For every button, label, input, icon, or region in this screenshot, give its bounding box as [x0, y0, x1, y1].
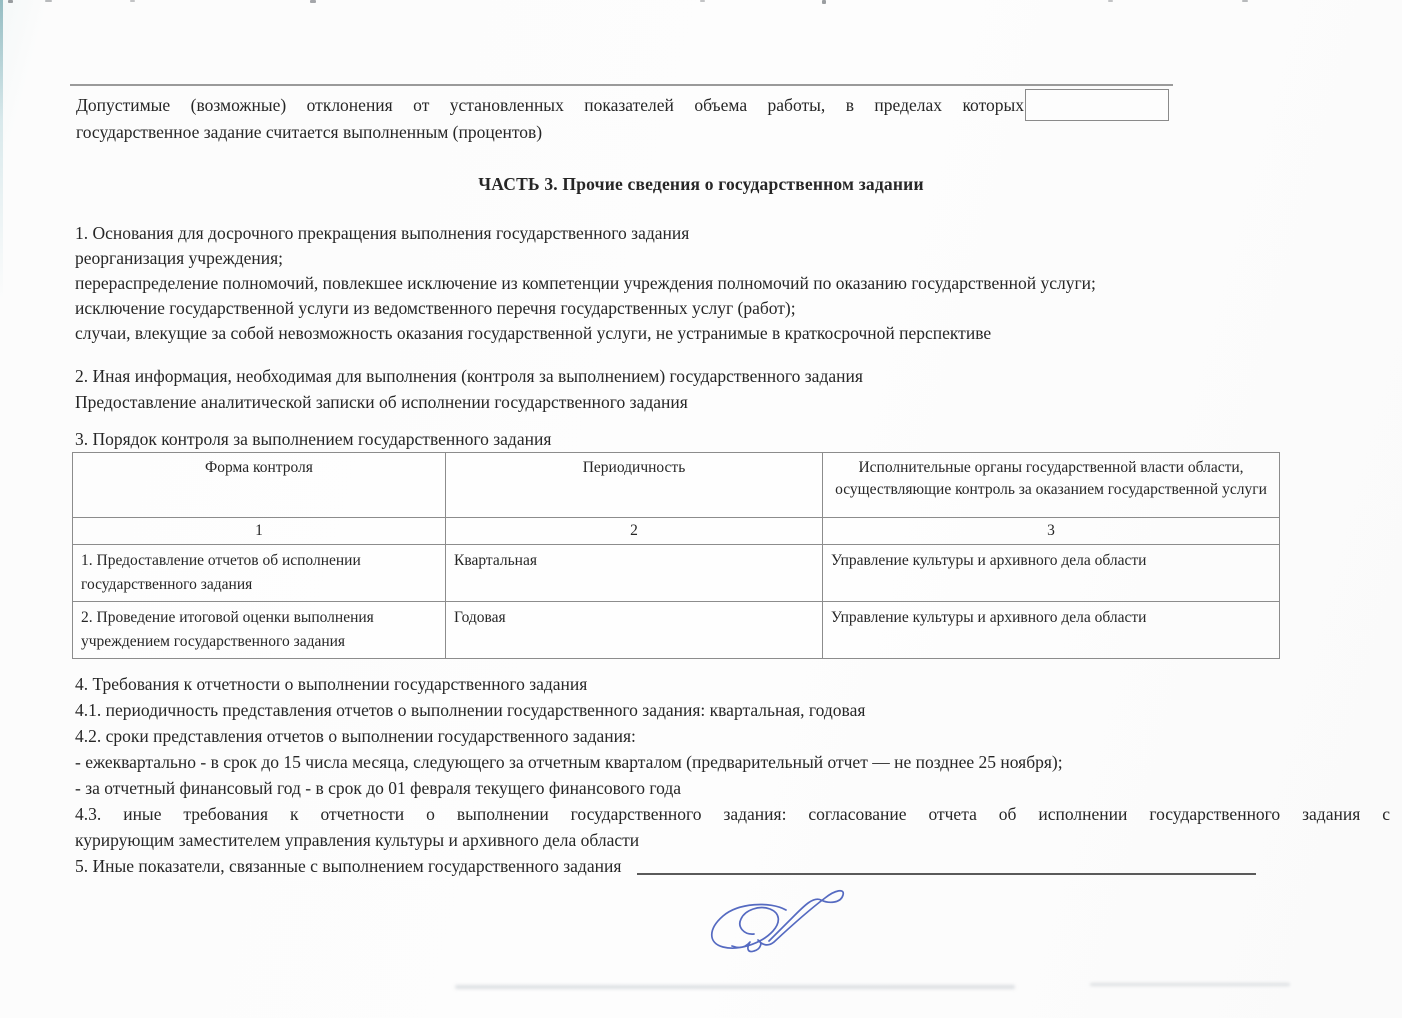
- table-column-number-row: [73, 518, 1280, 545]
- blank-line: [637, 873, 1256, 875]
- column-number: 1: [73, 518, 446, 545]
- table-header-authority: Исполнительные органы государственной власти области, осуществляющие контроль за оказанием государственной услуги: [823, 453, 1280, 518]
- section-3-title: 3. Порядок контроля за выполнением государственного задания: [75, 429, 552, 449]
- deviation-note-line1: Допустимые (возможные) отклонения от установленных показателей объема работы, в пределах которых: [76, 95, 1024, 115]
- table-cell-form: 1. Предоставление отчетов об исполнении государственного задания: [73, 545, 446, 602]
- table-cell-periodicity: Квартальная: [446, 545, 823, 602]
- scan-speck: [45, 0, 52, 2]
- section-1-item: случаи, влекущие за собой невозможность оказания государственной услуги, не устранимые в краткосрочной перспективе: [75, 323, 992, 343]
- scan-speck: [130, 0, 135, 2]
- part3-heading: ЧАСТЬ 3. Прочие сведения о государственном задании: [478, 174, 924, 194]
- horizontal-rule: [70, 84, 1173, 86]
- control-table: [72, 452, 1280, 659]
- section-4: [75, 671, 1390, 879]
- deviation-value-box: [1025, 89, 1169, 121]
- section-1-item: исключение государственной услуги из ведомственного перечня государственных услуг (работ);: [75, 298, 796, 318]
- table-header-form: Форма контроля: [73, 453, 446, 518]
- scan-speck: [822, 0, 826, 4]
- table-cell-authority: Управление культуры и архивного дела области: [823, 602, 1280, 659]
- section-4-item: 4.3. иные требования к отчетности о выполнении государственного задания: согласование отчета об исполнении государственного задания с: [75, 804, 1390, 824]
- scan-speck: [8, 0, 13, 3]
- section-4-item: курирующим заместителем управления культуры и архивного дела области: [75, 830, 640, 850]
- section-4-item: - ежеквартально - в срок до 15 числа месяца, следующего за отчетным кварталом (предварительный отчет — не позднее 25 ноября);: [75, 752, 1063, 772]
- scan-edge-artifact-left: [0, 0, 3, 300]
- section-2-title: 2. Иная информация, необходимая для выполнения (контроля за выполнением) государственного задания: [75, 366, 863, 386]
- section-5-title: 5. Иные показатели, связанные с выполнением государственного задания: [75, 856, 622, 876]
- section-2-item: Предоставление аналитической записки об исполнении государственного задания: [75, 391, 688, 412]
- section-1: [75, 221, 1096, 346]
- deviation-note-line2: государственное задание считается выполненным (процентов): [76, 122, 543, 142]
- table-header-periodicity: Периодичность: [446, 453, 823, 518]
- table-cell-authority: Управление культуры и архивного дела области: [823, 545, 1280, 602]
- scan-speck: [700, 0, 705, 2]
- section-1-item: реорганизация учреждения;: [75, 248, 284, 268]
- signature-stroke: [712, 891, 844, 952]
- table-cell-periodicity: Годовая: [446, 602, 823, 659]
- section-1-item: перераспределение полномочий, повлекшее исключение из компетенции учреждения полномочий по оказанию государственной услуги;: [75, 273, 1096, 293]
- section-4-title: 4. Требования к отчетности о выполнении государственного задания: [75, 674, 588, 694]
- scan-speck: [1242, 0, 1248, 2]
- column-number: 2: [446, 518, 823, 545]
- section-2: [75, 364, 863, 415]
- scan-smudge: [455, 985, 1015, 989]
- table-row: [73, 545, 1280, 602]
- section-5: [75, 853, 1256, 879]
- table-row: [73, 602, 1280, 659]
- section-4-item: 4.2. сроки представления отчетов о выполнении государственного задания:: [75, 726, 636, 746]
- section-4-item: 4.1. периодичность представления отчетов о выполнении государственного задания: квартальная, годовая: [75, 700, 866, 720]
- deviation-note: [76, 92, 1024, 146]
- signature: [686, 876, 846, 976]
- scan-smudge: [1090, 983, 1290, 986]
- table-cell-form: 2. Проведение итоговой оценки выполнения учреждением государственного задания: [73, 602, 446, 659]
- scan-speck: [310, 0, 316, 3]
- section-1-title: 1. Основания для досрочного прекращения выполнения государственного задания: [75, 223, 690, 243]
- scan-speck: [1108, 0, 1113, 2]
- column-number: 3: [823, 518, 1280, 545]
- table-header-row: [73, 453, 1280, 518]
- section-4-item: - за отчетный финансовый год - в срок до 01 февраля текущего финансового года: [75, 778, 682, 798]
